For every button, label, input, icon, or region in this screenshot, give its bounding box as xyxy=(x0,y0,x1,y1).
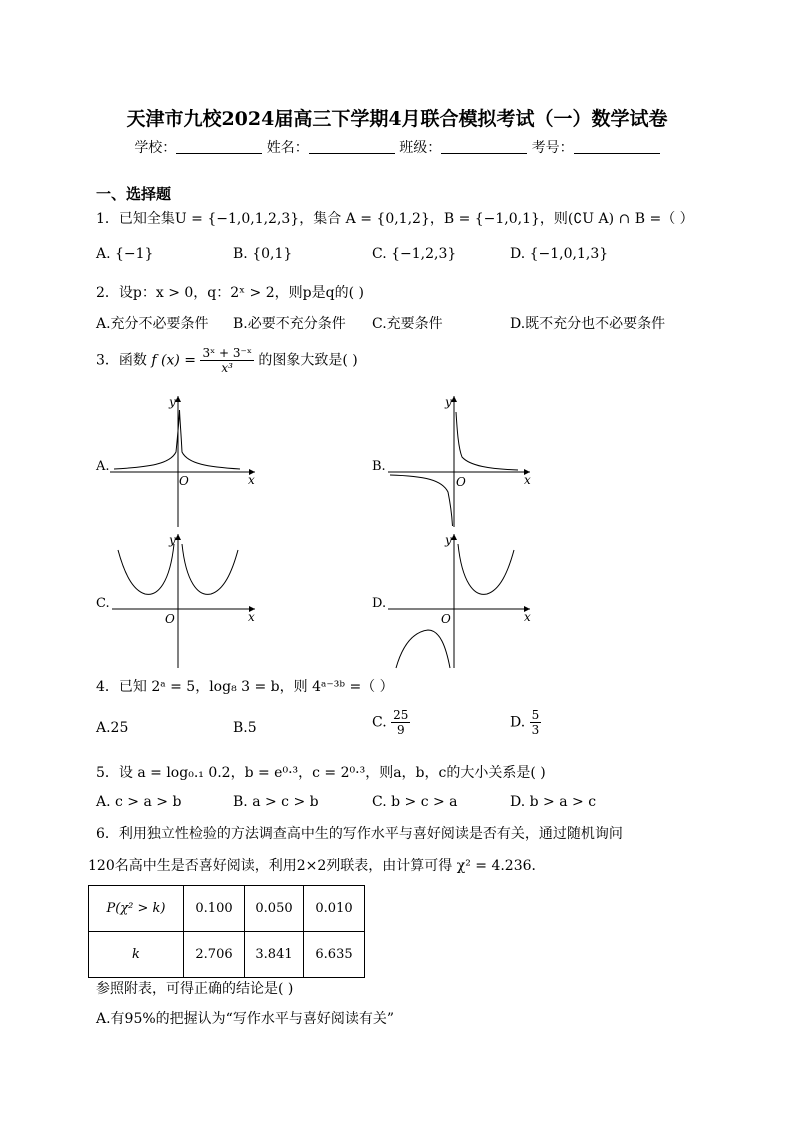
q4-option-b: B.5 xyxy=(233,720,257,736)
q4-option-d-den: 3 xyxy=(531,723,540,737)
q4-option-a: A.25 xyxy=(96,720,129,736)
q4-option-d xyxy=(510,708,541,737)
table-cell-k3: 6.635 xyxy=(304,932,365,978)
graph-b-y-label: y xyxy=(445,395,452,409)
table-cell-k2: 3.841 xyxy=(245,932,304,978)
graph-d-origin: O xyxy=(441,612,451,626)
graph-d xyxy=(372,533,531,668)
q4-option-c-num: 25 xyxy=(393,708,409,722)
q5-option-a: A. c > a > b xyxy=(96,794,182,810)
q6-line-1: 6．利用独立性检验的方法调查高中生的写作水平与喜好阅读是否有关，通过随机询问 xyxy=(96,826,623,842)
q2-option-d: D.既不充分也不必要条件 xyxy=(510,316,666,332)
graph-d-right-branch xyxy=(458,544,514,594)
graph-a-curve xyxy=(114,410,240,469)
q6-line-2: 120名高中生是否喜好阅读，利用2×2列联表，由计算可得 χ² = 4.236． xyxy=(88,858,546,874)
graph-c-y-label: y xyxy=(169,533,176,547)
table-header-p: P(χ² > k) xyxy=(89,886,184,932)
table-cell-k1: 2.706 xyxy=(184,932,245,978)
q2-option-b: B.必要不充分条件 xyxy=(233,316,346,332)
graph-c-label: C. xyxy=(96,596,110,611)
graph-b-left-branch xyxy=(390,475,453,526)
table-cell-p3: 0.010 xyxy=(304,886,365,932)
q5-option-c: C. b > c > a xyxy=(372,794,458,810)
table-header-k: k xyxy=(89,932,184,978)
q4-option-d-num: 5 xyxy=(531,708,540,722)
student-info xyxy=(0,137,794,157)
graph-a-origin: O xyxy=(179,474,189,488)
q6-option-a: A.有95%的把握认为“写作水平与喜好阅读有关” xyxy=(96,1011,394,1027)
table-row xyxy=(89,886,365,932)
graph-a xyxy=(95,395,255,527)
q5-option-b: B. a > c > b xyxy=(233,794,319,810)
q1-option-b: B. {0,1} xyxy=(233,246,293,262)
q2-stem: 2．设p：x > 0，q：2ˣ > 2，则p是q的( ) xyxy=(96,285,364,301)
q5-option-d: D. b > a > c xyxy=(510,794,597,810)
school-label: 学校： xyxy=(134,140,177,156)
q3-graphs xyxy=(90,392,710,674)
q4-option-d-fraction xyxy=(530,708,542,737)
graph-d-y-label: y xyxy=(445,533,452,547)
q4-option-c xyxy=(372,708,410,737)
school-blank xyxy=(176,139,262,154)
graph-c xyxy=(96,533,255,668)
q3-fx: f (x) = xyxy=(151,352,197,369)
section-heading: 一、选择题 xyxy=(96,185,172,203)
graph-c-right-branch xyxy=(182,544,238,594)
table-cell-p1: 0.100 xyxy=(184,886,245,932)
q4-option-c-label: C. xyxy=(372,714,387,731)
graph-c-x-label: x xyxy=(248,610,255,624)
graph-a-label: A. xyxy=(96,459,110,474)
graph-a-x-label: x xyxy=(248,473,255,487)
q3-fraction xyxy=(200,346,253,375)
number-blank xyxy=(574,139,660,154)
graph-d-label: D. xyxy=(372,596,387,611)
q1-option-d: D. {−1,0,1,3} xyxy=(510,246,609,262)
graph-b-origin: O xyxy=(456,475,466,489)
q1-option-a: A. {−1} xyxy=(96,246,154,262)
q4-option-c-fraction xyxy=(391,708,410,737)
q3-suffix: 的图象大致是( ) xyxy=(258,352,358,369)
q2-option-c: C.充要条件 xyxy=(372,316,443,332)
q6-reference-table xyxy=(88,885,365,978)
graph-c-origin: O xyxy=(165,612,175,626)
q4-stem: 4．已知 2ᵃ = 5，log₈ 3 = b，则 4ᵃ⁻³ᵇ =（ ） xyxy=(96,679,394,695)
name-blank xyxy=(309,139,395,154)
name-label: 姓名： xyxy=(266,140,309,156)
q3-numerator: 3ˣ + 3⁻ˣ xyxy=(202,346,252,360)
q3-prefix: 3．函数 xyxy=(96,352,147,369)
class-blank xyxy=(441,139,527,154)
class-label: 班级： xyxy=(399,140,442,156)
q5-stem: 5．设 a = log₀.₁ 0.2，b = e⁰·³，c = 2⁰·³，则a，b，c的大小关系是( ) xyxy=(96,765,546,781)
q2-option-a: A.充分不必要条件 xyxy=(96,316,209,332)
q6-prompt: 参照附表，可得正确的结论是( ) xyxy=(96,981,294,997)
graph-b-right-branch xyxy=(456,412,518,470)
page-title: 天津市九校2024届高三下学期4月联合模拟考试（一）数学试卷 xyxy=(126,108,668,130)
q1-option-c: C. {−1,2,3} xyxy=(372,246,457,262)
graph-b-label: B. xyxy=(372,459,386,474)
q3-stem xyxy=(96,346,358,375)
q4-option-d-label: D. xyxy=(510,714,526,731)
q1-stem: 1．已知全集U = {−1,0,1,2,3}，集合 A = {0,1,2}，B = {−1,0,1}，则(∁U A) ∩ B =（ ） xyxy=(96,211,694,227)
table-cell-p2: 0.050 xyxy=(245,886,304,932)
graph-a-y-label: y xyxy=(169,395,176,409)
graph-c-left-branch xyxy=(118,544,174,594)
number-label: 考号： xyxy=(531,140,574,156)
graph-b xyxy=(372,395,531,527)
table-row xyxy=(89,932,365,978)
graph-b-x-label: x xyxy=(524,473,531,487)
graph-d-x-label: x xyxy=(524,610,531,624)
q3-denominator: x³ xyxy=(221,361,233,375)
graph-d-left-branch xyxy=(396,630,450,668)
q4-option-c-den: 9 xyxy=(396,723,405,737)
